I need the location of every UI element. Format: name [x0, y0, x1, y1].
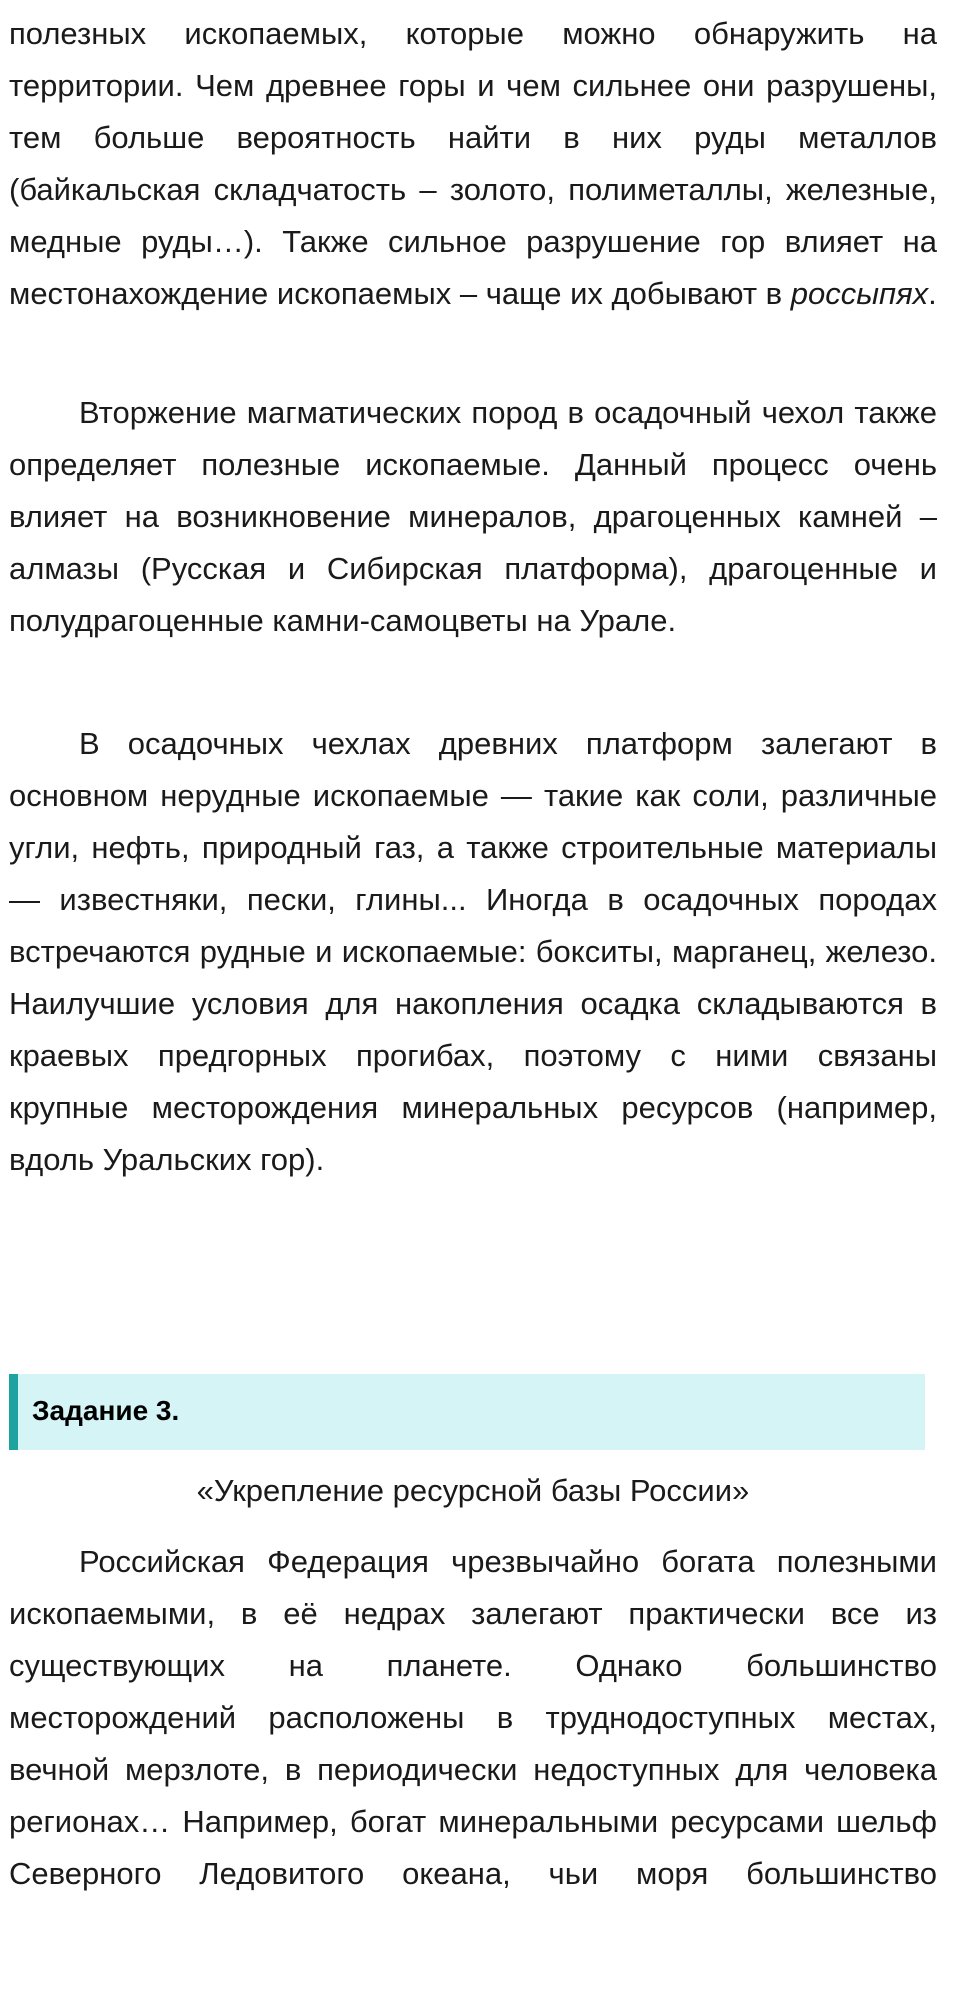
paragraph-3: В осадочных чехлах древних платформ залегают в основном нерудные ископаемые — такие как соли, различные угли, нефть, природный газ, а также строительные материалы — известняки, пески, глины... Иногда в осадочных породах встречаются рудные и ископаемые: бокситы, марганец, железо. Наилучшие условия для накопления осадка складываются в краевых предгорных прогибах, поэтому с ними связаны крупные месторождения минеральных ресурсов (например, вдоль Уральских гор).	[9, 726, 937, 1177]
paragraph-1-end: .	[928, 276, 937, 311]
paragraph-4: Российская Федерация чрезвычайно богата полезными ископаемыми, в её недрах залегают практически все из существующих на планете. Однако большинство месторождений расположены в труднодоступных местах, вечной мерзлоте, в периодически недоступных для человека регионах… Например, богат минеральными ресурсами шельф Северного Ледовитого океана, чьи моря большинство	[9, 1544, 937, 1891]
paragraph-1	[9, 8, 937, 320]
section-title: «Укрепление ресурсной базы России»	[196, 1473, 750, 1508]
paragraph-1-italic: россыпях	[790, 276, 929, 311]
paragraph-1-text: полезных ископаемых, которые можно обнаружить на территории. Чем древнее горы и чем сильнее они разрушены, тем больше вероятность найти в них руды металлов (байкальская складчатость – золото, полиметаллы, железные, медные руды…). Также сильное разрушение гор влияет на местонахождение ископаемых – чаще их добывают в	[9, 16, 937, 311]
paragraph-2: Вторжение магматических пород в осадочный чехол также определяет полезные ископаемые. Данный процесс очень влияет на возникновение минералов, драгоценных камней – алмазы (Русская и Сибирская платформа), драгоценные и полудрагоценные камни-самоцветы на Урале.	[9, 395, 937, 638]
task-title: Задание 3.	[32, 1395, 180, 1426]
task-header-bar	[9, 1374, 925, 1450]
